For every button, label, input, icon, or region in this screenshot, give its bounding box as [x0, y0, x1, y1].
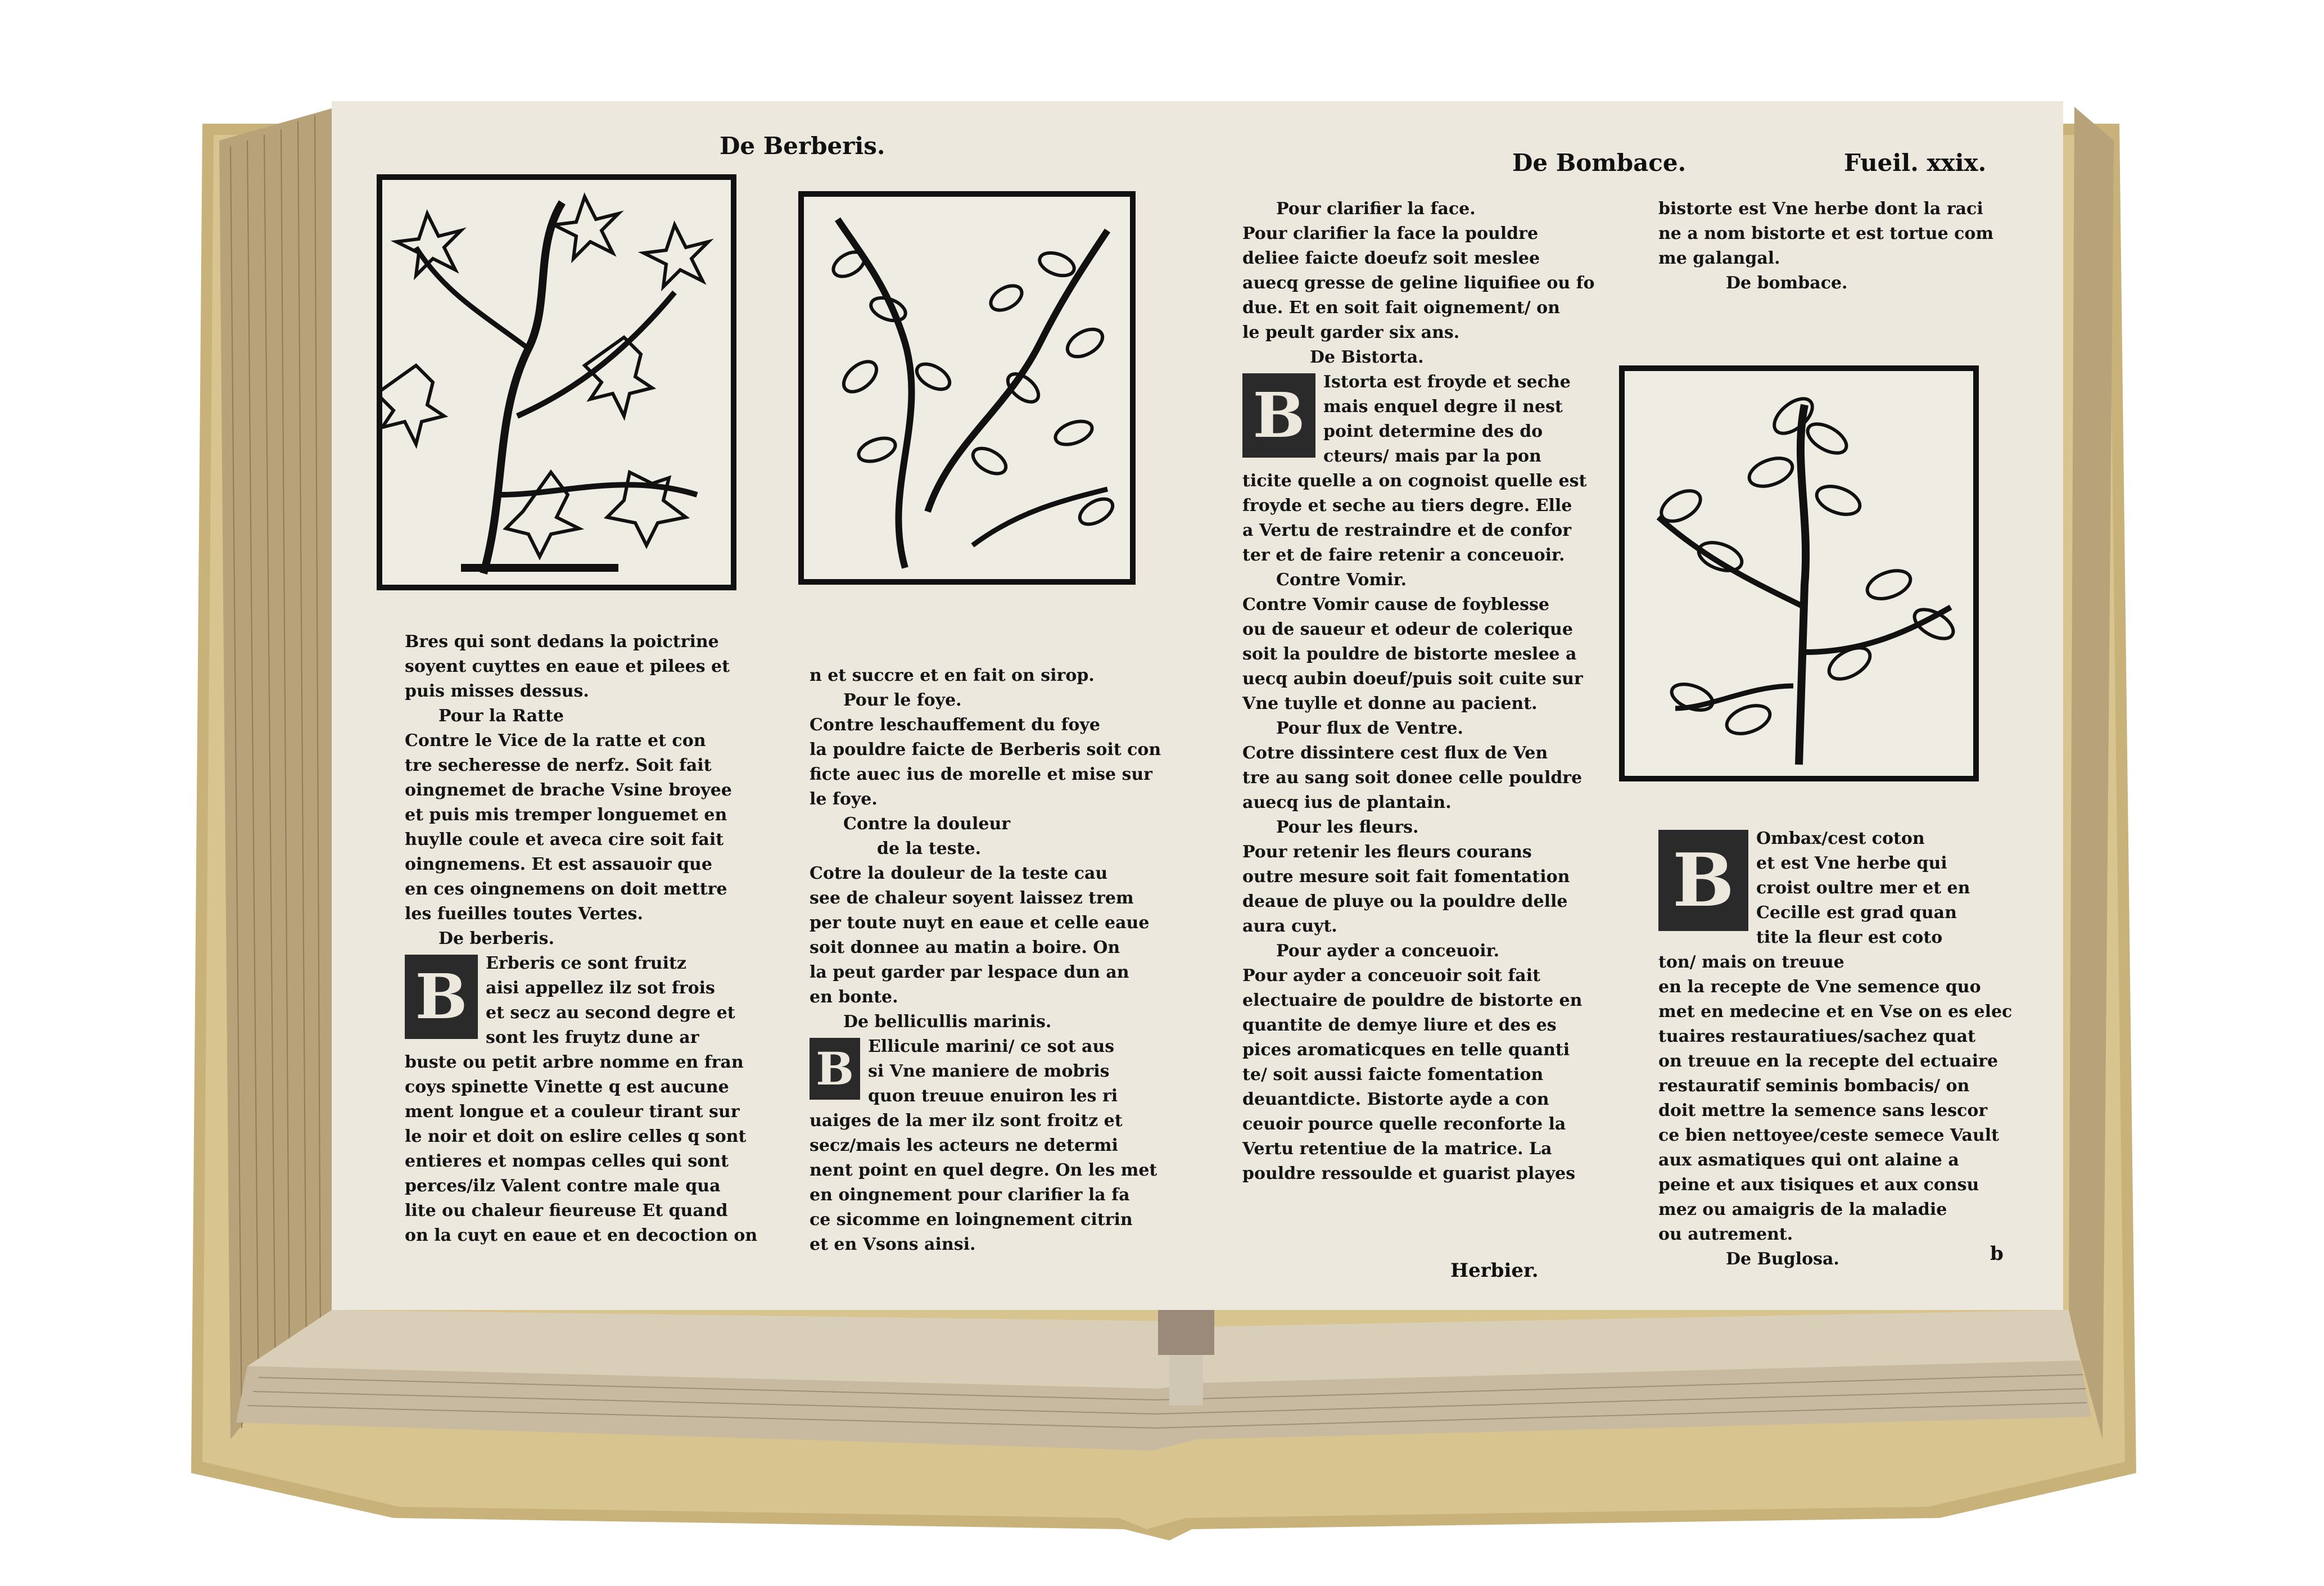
- text-line: mais enquel degre il nest: [1323, 397, 1563, 417]
- text-line: tite la fleur est coto: [1756, 928, 1943, 947]
- text-line: ne a nom bistorte et est tortue com: [1658, 224, 1994, 243]
- text-line: quon treuue enuiron les ri: [868, 1086, 1118, 1106]
- section-heading: Contre la douleur: [843, 814, 1011, 834]
- text-line: on treuue en la recepte del ectuaire: [1658, 1051, 1999, 1071]
- section-heading: Pour flux de Ventre.: [1276, 719, 1463, 738]
- right-page-column-1: [1242, 197, 1647, 1186]
- text-line: aisi appellez ilz sot frois: [486, 978, 715, 998]
- text-line: oingnemens. Et est assauoir que: [405, 855, 712, 874]
- text-line: en la recepte de Vne semence quo: [1658, 977, 1981, 997]
- text-line: coys spinette Vinette q est aucune: [405, 1077, 729, 1097]
- left-page-header: De Berberis.: [720, 132, 885, 160]
- woodcut-branch-plant: [798, 191, 1136, 585]
- text-line: Contre Vomir cause de foyblesse: [1242, 595, 1549, 614]
- text-line: Ellicule marini/ ce sot aus: [868, 1037, 1115, 1056]
- right-page-column-2-lower: [1658, 826, 2018, 1272]
- section-heading: Pour ayder a conceuoir.: [1276, 941, 1500, 961]
- text-line: tre secheresse de nerfz. Soit fait: [405, 756, 712, 775]
- text-line: secz/mais les acteurs ne determi: [810, 1136, 1118, 1155]
- text-line: la pouldre faicte de Berberis soit con: [810, 740, 1161, 760]
- text-line: Cecille est grad quan: [1756, 903, 1957, 923]
- text-line: auecq gresse de geline liquifiee ou fo: [1242, 273, 1595, 293]
- woodcut-bombace-plant: [1619, 365, 1979, 781]
- initial-letter-b: B: [810, 1038, 860, 1100]
- text-line: entieres et nompas celles qui sont: [405, 1151, 729, 1171]
- text-line: ceuoir pource quelle reconforte la: [1242, 1114, 1566, 1134]
- text-line: quantite de demye liure et des es: [1242, 1015, 1557, 1035]
- section-heading: De bellicullis marinis.: [843, 1012, 1052, 1032]
- text-line: soit la pouldre de bistorte meslee a: [1242, 644, 1577, 664]
- text-line: ticite quelle a on cognoist quelle est: [1242, 471, 1587, 491]
- section-heading: De berberis.: [438, 929, 555, 948]
- left-page-column-2: [810, 663, 1169, 1257]
- text-line: doit mettre la semence sans lescor: [1658, 1101, 1988, 1120]
- text-line: buste ou petit arbre nomme en fran: [405, 1052, 744, 1072]
- text-line: le noir et doit on eslire celles q sont: [405, 1127, 747, 1146]
- right-page-column-2: [1658, 197, 2018, 296]
- text-line: sont les fruytz dune ar: [486, 1028, 699, 1047]
- text-line: bistorte est Vne herbe dont la raci: [1658, 199, 1983, 219]
- text-line: et puis mis tremper longuemet en: [405, 805, 727, 825]
- section-heading: De Bistorta.: [1310, 347, 1424, 367]
- text-line: per toute nuyt en eaue et celle eaue: [810, 913, 1150, 933]
- text-line: deuantdicte. Bistorte ayde a con: [1242, 1090, 1549, 1109]
- text-line: tuaires restauratiues/sachez quat: [1658, 1027, 1975, 1046]
- text-line: Cotre dissintere cest flux de Ven: [1242, 743, 1548, 763]
- text-line: point determine des do: [1323, 422, 1543, 441]
- text-line: froyde et seche au tiers degre. Elle: [1242, 496, 1572, 516]
- text-line: tre au sang soit donee celle pouldre: [1242, 768, 1583, 788]
- text-line: aura cuyt.: [1242, 916, 1337, 936]
- text-line: ce bien nettoyee/ceste semece Vault: [1658, 1126, 1999, 1145]
- text-line: n et succre et en fait on sirop.: [810, 666, 1095, 685]
- text-line: electuaire de pouldre de bistorte en: [1242, 991, 1583, 1010]
- section-heading: De Buglosa.: [1726, 1249, 1839, 1269]
- text-line: deaue de pluye ou la pouldre delle: [1242, 892, 1568, 911]
- text-line: Vne tuylle et donne au pacient.: [1242, 694, 1538, 713]
- text-line: et secz au second degre et: [486, 1003, 735, 1023]
- text-line: Cotre la douleur de la teste cau: [810, 864, 1108, 883]
- section-heading: De bombace.: [1726, 273, 1848, 293]
- text-line: et en Vsons ainsi.: [810, 1235, 976, 1254]
- section-heading: Pour le foye.: [843, 690, 962, 710]
- text-line: uaiges de la mer ilz sont froitz et: [810, 1111, 1123, 1131]
- text-line: te/ soit aussi faicte fomentation: [1242, 1065, 1544, 1085]
- text-line: ment longue et a couleur tirant sur: [405, 1102, 740, 1122]
- signature-mark: b: [1990, 1242, 2004, 1265]
- folio-number: Fueil. xxix.: [1844, 149, 1987, 177]
- text-line: uecq aubin doeuf/puis soit cuite sur: [1242, 669, 1583, 689]
- text-line: et est Vne herbe qui: [1756, 853, 1947, 873]
- text-line: ficte auec ius de morelle et mise sur: [810, 765, 1152, 784]
- text-line: perces/ilz Valent contre male qua: [405, 1176, 721, 1196]
- text-line: mez ou amaigris de la maladie: [1658, 1200, 1947, 1219]
- page-footer-herbier: Herbier.: [1450, 1259, 1539, 1282]
- section-heading: de la teste.: [877, 839, 982, 858]
- left-page-column-1: [405, 630, 776, 1248]
- text-line: en oingnement pour clarifier la fa: [810, 1185, 1130, 1205]
- section-heading: Pour la Ratte: [438, 706, 564, 726]
- text-line: pouldre ressoulde et guarist playes: [1242, 1164, 1576, 1183]
- text-line: le peult garder six ans.: [1242, 323, 1460, 342]
- initial-letter-b: B: [405, 955, 478, 1039]
- text-line: Istorta est froyde et seche: [1323, 372, 1571, 392]
- text-line: puis misses dessus.: [405, 681, 589, 701]
- text-line: restauratif seminis bombacis/ on: [1658, 1076, 1970, 1096]
- text-line: en ces oingnemens on doit mettre: [405, 879, 727, 899]
- text-line: Vertu retentiue de la matrice. La: [1242, 1139, 1552, 1159]
- text-line: soyent cuyttes en eaue et pilees et: [405, 657, 730, 676]
- text-line: ton/ mais on treuue: [1658, 952, 1844, 972]
- text-line: pices aromaticques en telle quanti: [1242, 1040, 1570, 1060]
- text-line: deliee faicte doeufz soit meslee: [1242, 248, 1540, 268]
- text-line: ce sicomme en loingnement citrin: [810, 1210, 1133, 1230]
- text-line: Erberis ce sont fruitz: [486, 954, 686, 973]
- text-line: ter et de faire retenir a conceuoir.: [1242, 545, 1565, 565]
- text-line: croist oultre mer et en: [1756, 878, 1970, 898]
- text-line: Pour clarifier la face la pouldre: [1242, 224, 1539, 243]
- text-line: les fueilles toutes Vertes.: [405, 904, 643, 924]
- text-line: peine et aux tisiques et aux consu: [1658, 1175, 1979, 1195]
- text-line: oingnemet de brache Vsine broyee: [405, 780, 732, 800]
- right-page: [1197, 101, 2063, 1310]
- text-line: le foye.: [810, 789, 878, 809]
- text-line: Contre leschauffement du foye: [810, 715, 1100, 735]
- text-line: auecq ius de plantain.: [1242, 793, 1452, 812]
- text-line: soit donnee au matin a boire. On: [810, 938, 1120, 957]
- text-line: due. Et en soit fait oignement/ on: [1242, 298, 1560, 318]
- text-line: Ombax/cest coton: [1756, 829, 1925, 848]
- text-line: see de chaleur soyent laissez trem: [810, 888, 1134, 908]
- text-line: en bonte.: [810, 987, 898, 1007]
- section-heading: Pour les fleurs.: [1276, 817, 1419, 837]
- text-line: a Vertu de restraindre et de confor: [1242, 521, 1572, 540]
- text-line: on la cuyt en eaue et en decoction on: [405, 1226, 758, 1245]
- text-line: ou autrement.: [1658, 1224, 1793, 1244]
- text-line: huylle coule et aveca cire soit fait: [405, 830, 724, 850]
- text-line: ou de saueur et odeur de colerique: [1242, 620, 1573, 639]
- text-line: lite ou chaleur fieureuse Et quand: [405, 1201, 728, 1221]
- text-line: Pour ayder a conceuoir soit fait: [1242, 966, 1540, 986]
- text-line: aux asmatiques qui ont alaine a: [1658, 1150, 1959, 1170]
- woodcut-berberis-plant: [377, 174, 736, 590]
- initial-letter-b: B: [1658, 830, 1748, 931]
- section-heading: Pour clarifier la face.: [1276, 199, 1476, 219]
- right-page-header: De Bombace.: [1512, 149, 1687, 177]
- text-line: met en medecine et en Vse on es elec: [1658, 1002, 2013, 1022]
- section-heading: Contre Vomir.: [1276, 570, 1407, 590]
- initial-letter-b: B: [1242, 373, 1315, 458]
- text-line: nent point en quel degre. On les met: [810, 1160, 1158, 1180]
- text-line: Pour retenir les fleurs courans: [1242, 842, 1532, 862]
- text-line: outre mesure soit fait fomentation: [1242, 867, 1570, 887]
- text-line: cteurs/ mais par la pon: [1323, 446, 1541, 466]
- text-line: Bres qui sont dedans la poictrine: [405, 632, 719, 652]
- text-line: Contre le Vice de la ratte et con: [405, 731, 706, 751]
- text-line: si Vne maniere de mobris: [868, 1061, 1110, 1081]
- text-line: me galangal.: [1658, 248, 1780, 268]
- text-line: la peut garder par lespace dun an: [810, 963, 1129, 982]
- left-page: [332, 101, 1197, 1310]
